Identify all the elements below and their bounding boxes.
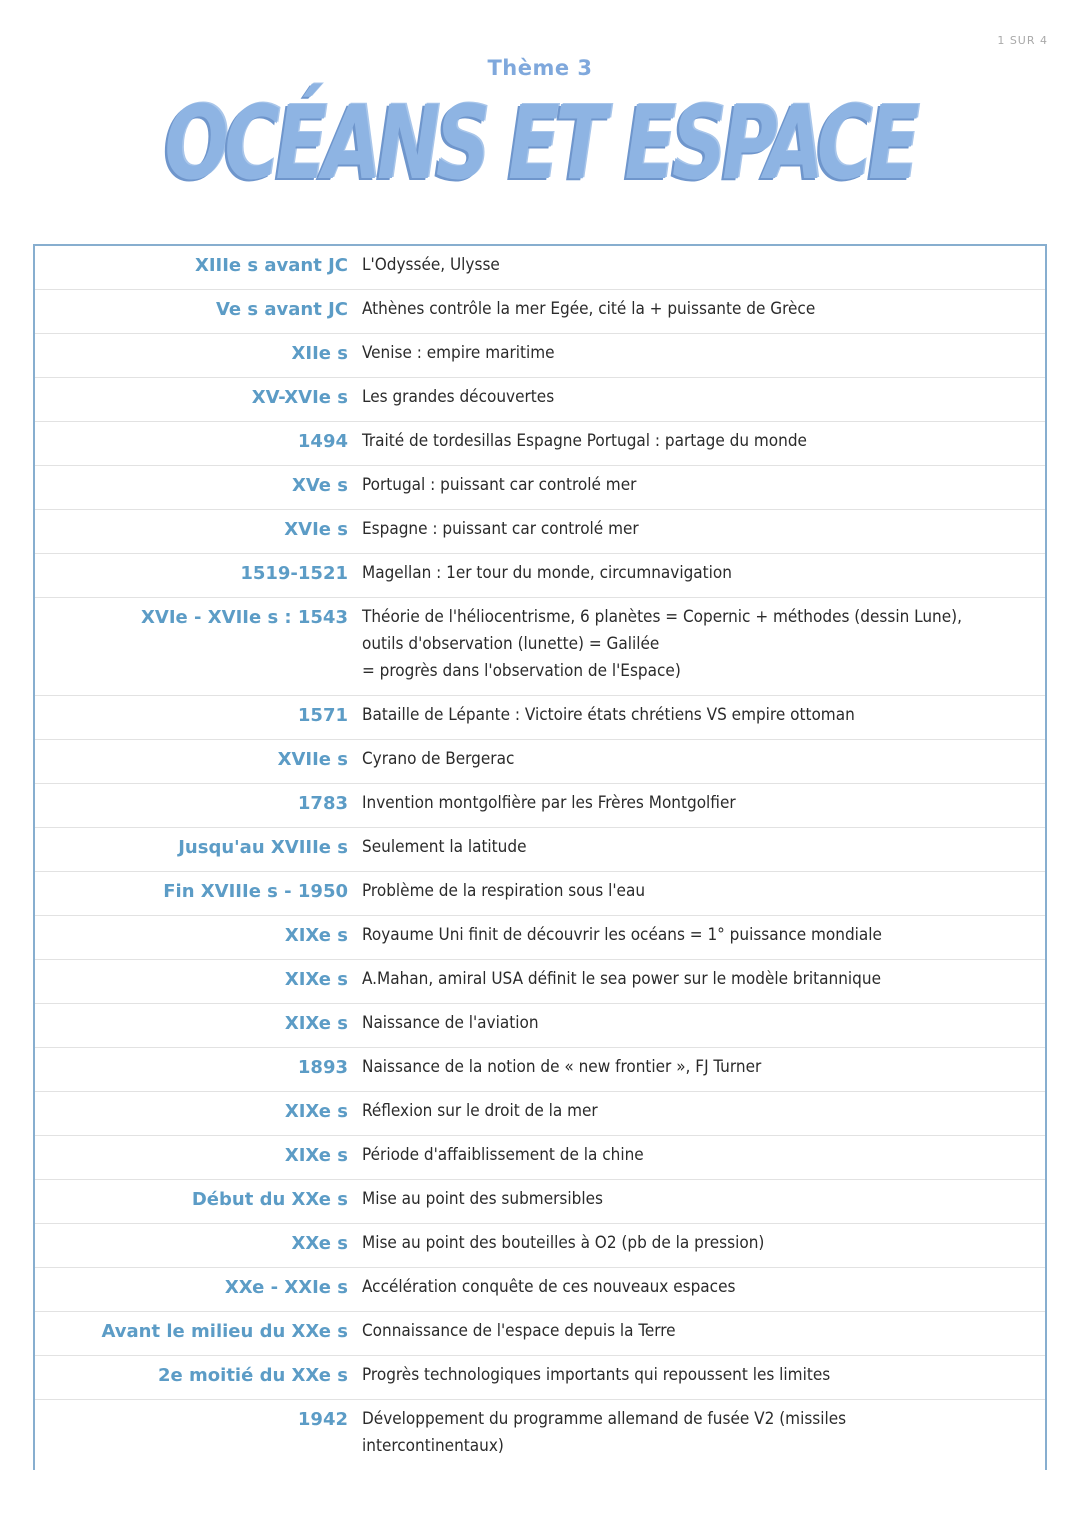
timeline-event: Mise au point des submersibles [362,1189,603,1209]
timeline-row [35,1180,1045,1224]
timeline-event: Connaissance de l'espace depuis la Terre [362,1321,676,1341]
timeline-row [35,598,1045,696]
timeline-table [33,244,1047,1470]
timeline-date: XVIIe s [277,749,348,770]
timeline-date: XIXe s [284,1101,348,1122]
timeline-row [35,872,1045,916]
timeline-row [35,246,1045,290]
timeline-event: L'Odyssée, Ulysse [362,255,500,275]
timeline-event: Les grandes découvertes [362,387,555,407]
timeline-date: Jusqu'au XVIIIe s [178,837,348,858]
timeline-row [35,1400,1045,1470]
timeline-date: XVIe s [284,519,348,540]
timeline-date: XIXe s [284,1145,348,1166]
timeline-row [35,378,1045,422]
timeline-event: Royaume Uni finit de découvrir les océans = 1° puissance mondiale [362,925,882,945]
timeline-event: Cyrano de Bergerac [362,749,515,769]
timeline-date: 1783 [297,793,348,814]
timeline-row [35,1136,1045,1180]
timeline-event: Développement du programme allemand de fusée V2 (missiles intercontinentaux) [362,1409,847,1456]
timeline-date: XXe - XXIe s [224,1277,348,1298]
timeline-row [35,916,1045,960]
timeline-event: Traité de tordesillas Espagne Portugal : partage du monde [362,431,807,451]
timeline-row [35,1004,1045,1048]
timeline-event: A.Mahan, amiral USA définit le sea power sur le modèle britannique [362,969,881,989]
timeline-date: 1494 [297,431,348,452]
timeline-date: Fin XVIIIe s - 1950 [163,881,348,902]
timeline-event: Accélération conquête de ces nouveaux espaces [362,1277,736,1297]
timeline-date: XVe s [291,475,348,496]
timeline-event: Naissance de l'aviation [362,1013,539,1033]
timeline-date: XIIe s [291,343,348,364]
theme-label: Thème 3 [487,56,593,80]
timeline-row [35,290,1045,334]
page-number: 1 SUR 4 [997,34,1048,47]
timeline-row [35,1224,1045,1268]
timeline-date: XIXe s [284,925,348,946]
timeline-row [35,828,1045,872]
timeline-event: Venise : empire maritime [362,343,555,363]
timeline-row [35,696,1045,740]
timeline-date: XIXe s [284,969,348,990]
timeline-event: Magellan : 1er tour du monde, circumnavigation [362,563,732,583]
timeline-event: Invention montgolfière par les Frères Montgolfier [362,793,736,813]
timeline-row [35,1048,1045,1092]
timeline-date: Début du XXe s [191,1189,348,1210]
timeline-row [35,1356,1045,1400]
timeline-event: Espagne : puissant car controlé mer [362,519,639,539]
timeline-event: Mise au point des bouteilles à O2 (pb de la pression) [362,1233,765,1253]
timeline-event: Réflexion sur le droit de la mer [362,1101,598,1121]
timeline-row [35,334,1045,378]
timeline-date: 1519-1521 [240,563,348,584]
timeline-row [35,554,1045,598]
timeline-row [35,466,1045,510]
timeline-date: XIXe s [284,1013,348,1034]
timeline-date: XV-XVIe s [251,387,348,408]
timeline-event: Période d'affaiblissement de la chine [362,1145,644,1165]
timeline-event: Problème de la respiration sous l'eau [362,881,646,901]
timeline-date: 1893 [297,1057,348,1078]
timeline-row [35,422,1045,466]
timeline-row [35,1268,1045,1312]
timeline-event: Théorie de l'héliocentrisme, 6 planètes = Copernic + méthodes (dessin Lune), outils d'observation (lunette) = Galilée = progrès dans l'observation de l'Espace) [362,607,962,681]
timeline-date: 1571 [297,705,348,726]
timeline-event: Portugal : puissant car controlé mer [362,475,637,495]
page-title: OCÉANS ET ESPACE [164,84,916,203]
timeline-date: XVIe - XVIIe s : 1543 [141,607,348,628]
timeline-date: Avant le milieu du XXe s [101,1321,348,1342]
timeline-date: XIIIe s avant JC [194,255,348,276]
timeline-date: 2e moitié du XXe s [158,1365,348,1386]
timeline-event: Progrès technologiques importants qui repoussent les limites [362,1365,831,1385]
timeline-event: Athènes contrôle la mer Egée, cité la + puissante de Grèce [362,299,816,319]
timeline-row [35,784,1045,828]
timeline-row [35,1092,1045,1136]
timeline-row [35,740,1045,784]
timeline-date: 1942 [297,1409,348,1430]
timeline-date: XXe s [291,1233,348,1254]
timeline-event: Bataille de Lépante : Victoire états chrétiens VS empire ottoman [362,705,855,725]
timeline-date: Ve s avant JC [215,299,348,320]
timeline-row [35,1312,1045,1356]
timeline-row [35,510,1045,554]
timeline-event: Naissance de la notion de « new frontier », FJ Turner [362,1057,762,1077]
timeline-event: Seulement la latitude [362,837,527,857]
timeline-row [35,960,1045,1004]
